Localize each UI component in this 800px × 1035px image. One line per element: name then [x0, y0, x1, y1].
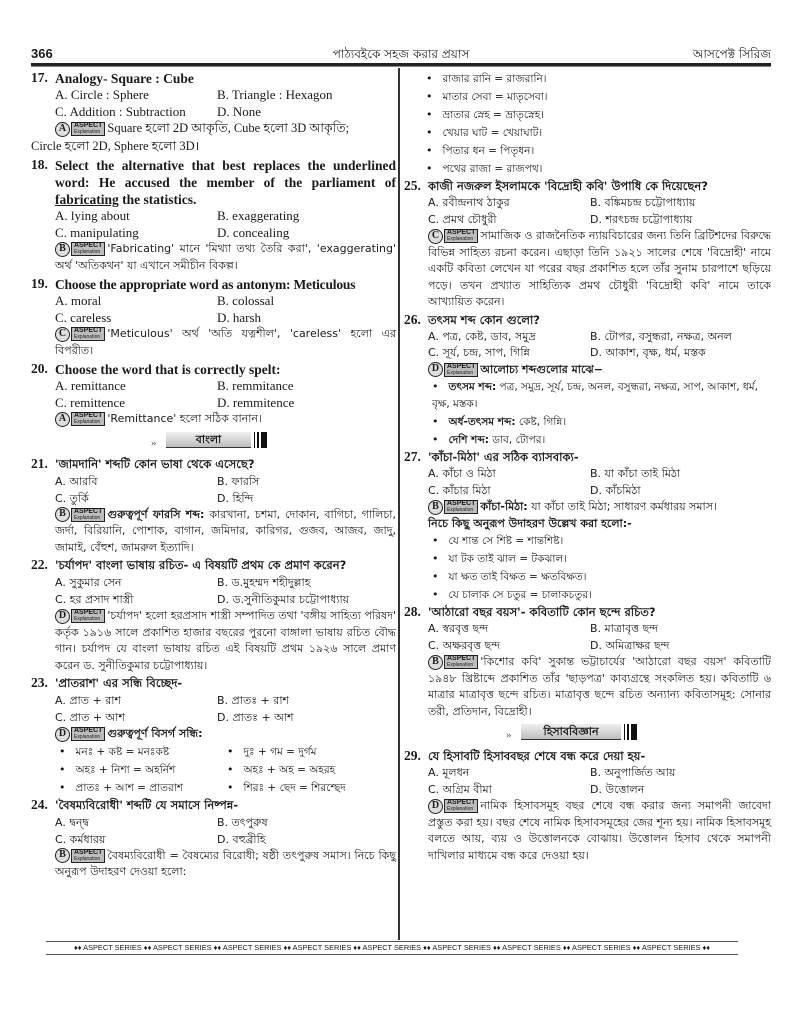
- option-a: A. স্বরবৃত্ত ছন্দ: [428, 622, 489, 635]
- option-d: D. অমিত্রাক্ষর ছন্দ: [590, 638, 670, 652]
- question-18: [31, 157, 396, 241]
- option-d: D. বহুব্রীহি: [217, 832, 266, 846]
- double-chevron-icon: »: [151, 436, 157, 449]
- option-c: C. প্রমথ চৌধুরী: [428, 212, 497, 226]
- question-19: [31, 276, 396, 326]
- answer-badge: A ASPECT Explanation: [55, 412, 105, 427]
- aspect-explanation-icon: ASPECT Explanation: [71, 242, 105, 256]
- option-c: C. অক্ষরবৃত্ত ছন্দ: [428, 638, 501, 652]
- aspect-explanation-icon: ASPECT Explanation: [71, 508, 105, 522]
- footer-banner: ♦♦ ASPECT SERIES ♦♦ ASPECT SERIES ♦♦ ASPECT SERIES ♦♦ ASPECT SERIES ♦♦ ASPECT SERIES ♦♦ ASPECT SERIES ♦♦ ASPECT SERIES ♦♦ ASPECT SERIES ♦♦ ASPECT SERIES ♦♦: [46, 941, 738, 955]
- question-number: 19.: [31, 276, 48, 291]
- explanation: [404, 654, 771, 720]
- answer-badge: D ASPECT Explanation: [55, 609, 105, 624]
- question-24: [31, 797, 396, 848]
- question-29: [404, 748, 771, 798]
- explanation-text: 'চর্যাপদ' হলো হরপ্রসাদ শাস্ত্রী সম্পাদিত তথা 'বঙ্গীয় সাহিত্য পরিষদ' কর্তৃক ১৯১৬ সালে প্রকাশিত হাজার বছরের পুরনো বাঙ্গালা ভাষায় রচিত বৌদ্ধ গান। চর্যাপদ যে বাংলা ভাষায় রচিত এই বিষয়টি প্রথম ১৯২৬ সালে প্রমাণ করেন ড. সুনীতিকুমার চট্টোপাধ্যায়।: [55, 609, 396, 672]
- aspect-explanation-icon: ASPECT Explanation: [71, 122, 105, 136]
- list-item: • দুঃ + গম = দুর্গম: [227, 743, 396, 761]
- options: [55, 208, 396, 241]
- option-b: B. colossal: [217, 293, 275, 308]
- explanation-text: বৈষম্যবিরোধী = বৈষম্যের বিরোধী; ষষ্ঠী তৎপুরুষ সমাস। নিচে কিছু অনুরূপ উদাহরণ দেওয়া হলো:: [55, 848, 396, 878]
- question-text: Select the alternative that best replaces the underlined word: He accused the member of the parliament of fabricating the statistics.: [55, 158, 396, 207]
- answer-badge: B ASPECT Explanation: [55, 848, 105, 863]
- question-number: 25.: [404, 178, 421, 193]
- question-number: 28.: [404, 604, 421, 619]
- explanation-text: যা কাঁচা তাই মিঠা; সাধারণ কর্মধারয় সমাস।: [527, 500, 717, 513]
- question-number: 24.: [31, 796, 48, 812]
- options: [55, 692, 396, 726]
- explanation: [31, 608, 396, 674]
- list-item: • পিতার ধন = পিতৃধন।: [426, 142, 771, 160]
- aspect-explanation-icon: ASPECT Explanation: [71, 327, 105, 341]
- option-d: D. ড.সুনীতিকুমার চট্টোপাধ্যায়: [217, 593, 350, 606]
- question-text: 'বৈষম্যবিরোধী' শব্দটি যে সমাসে নিষ্পন্ন-: [55, 797, 239, 812]
- aspect-explanation-icon: ASPECT Explanation: [71, 609, 105, 623]
- question-text: Analogy- Square : Cube: [55, 71, 194, 86]
- question-23: [31, 675, 396, 797]
- question-text: 'প্রাতরাশ' এর সন্ধি বিচ্ছেদ-: [55, 676, 183, 690]
- option-c: C. manipulating: [55, 224, 139, 240]
- option-b: B. মাত্রাবৃত্ত ছন্দ: [590, 622, 659, 635]
- left-column: [31, 70, 396, 881]
- option-d: D. হিন্দি: [217, 491, 254, 505]
- explanation: [31, 507, 396, 557]
- option-a: A. মূলধন: [428, 766, 470, 779]
- question-number: 23.: [31, 675, 48, 690]
- list-item: • খেয়ার ঘাট = খেয়াঘাট।: [426, 124, 771, 142]
- options: [55, 87, 396, 120]
- question-number: 17.: [31, 70, 48, 85]
- question-text: 'চর্যাপদ' বাংলা ভাষায় রচিত- এ বিষয়টি প্রথম কে প্রমাণ করেন?: [55, 558, 347, 572]
- answer-badge: [55, 122, 105, 137]
- explanation-heading: আলোচ্য শব্দগুলোর মাঝে−: [480, 362, 603, 376]
- options: [55, 574, 396, 608]
- option-c: C. কর্মধারয়: [55, 832, 106, 846]
- explanation-text: নামিক হিসাবসমূহ বছর শেষে বন্ধ করার জন্য সমাপনী জাবেদা প্রস্তুত করা হয়। বছর শেষে নামিক হিসাবসমূহের জের শূন্য হয়। নামিক হিসাবসমূহ বলতে আয়, ব্যয় ও উত্তোলনকে বোঝায়। উত্তোলন হিসাব থেকে সমাপনী দাখিলার মাধ্যমে বন্ধ করে দেওয়া হয়।: [428, 799, 771, 862]
- section-header-bangla: [31, 431, 396, 453]
- explanation: [404, 228, 771, 311]
- answer-badge: D ASPECT Explanation: [428, 799, 478, 814]
- option-d: D. None: [217, 103, 262, 119]
- options: [428, 195, 771, 228]
- options: [55, 814, 396, 848]
- option-a: A. Circle : Sphere: [55, 87, 149, 102]
- option-a: A. রবীন্দ্রনাথ ঠাকুর: [428, 196, 510, 209]
- explanation: [31, 120, 396, 155]
- page-number: 366: [31, 46, 53, 61]
- question-number: 22.: [31, 557, 48, 572]
- option-c: C. সূর্য, চন্দ্র, সাপ, গিন্নি: [428, 346, 530, 359]
- question-25: [404, 178, 771, 228]
- option-c: C. remittence: [55, 394, 126, 410]
- explanation-text: 'Meticulous' অর্থ 'অতি যত্নশীল', 'careless' হলো এর বিপরীত।: [55, 327, 396, 357]
- explanation-subheading: নিচে কিছু অনুরূপ উদাহরণ উল্লেখ করা হলো:-: [428, 516, 632, 530]
- list-item: • যে শান্ত সে শিষ্ট = শান্তশিষ্ট।: [432, 532, 771, 550]
- double-chevron-icon: »: [506, 729, 512, 741]
- options: [428, 621, 771, 654]
- option-a: A. moral: [55, 293, 102, 308]
- example-list: [404, 532, 771, 604]
- option-b: B. যা কাঁচা তাই মিঠা: [590, 467, 681, 480]
- option-a: A. lying about: [55, 208, 130, 223]
- options: [428, 765, 771, 798]
- option-d: D. উত্তোলন: [590, 782, 645, 796]
- question-text: Choose the appropriate word as antonym: Meticulous: [55, 277, 356, 292]
- word-type-list: [428, 378, 771, 449]
- options: [428, 329, 771, 362]
- bars-icon: [254, 432, 269, 448]
- option-b: B. টোপর, বসুন্ধরা, নক্ষত্র, অনল: [590, 329, 732, 343]
- section-title: হিসাববিজ্ঞান: [521, 724, 621, 740]
- explanation: [31, 848, 396, 881]
- aspect-explanation-icon: ASPECT Explanation: [71, 412, 105, 426]
- explanation-heading: গুরুত্বপূর্ণ ফারসি শব্দ:: [107, 507, 205, 521]
- aspect-explanation-icon: ASPECT Explanation: [444, 655, 478, 669]
- explanation: [428, 362, 771, 379]
- list-item: • মনঃ + কষ্ট = মনঃকষ্ট: [59, 743, 227, 761]
- series-name: আসপেক্ট সিরিজ: [692, 47, 771, 61]
- explanation-text: কারখানা, চশমা, দোকান, বাগিচা, গালিচা, জর্দা, বিরিয়ানি, পোশাক, বাগান, জমিদার, কারিগর, গুজব, আজব, জাদু, জামাই, বেঁহুশ, জামরুল ইত্যাদি।: [55, 507, 396, 554]
- options: [55, 378, 396, 411]
- aspect-explanation-icon: ASPECT Explanation: [444, 799, 478, 813]
- explanation-text: 'Remittance' হলো সঠিক বানান।: [107, 412, 262, 425]
- aspect-explanation-icon: ASPECT Explanation: [71, 727, 105, 741]
- question-text: 'কাঁচা-মিঠা' এর সঠিক ব্যাসবাক্য-: [428, 450, 579, 464]
- option-c: C. Addition : Subtraction: [55, 103, 186, 119]
- section-header-accounting: [404, 723, 771, 745]
- header-rule-thin: [31, 66, 771, 67]
- option-b: B. বঙ্কিমচন্দ্র চট্টোপাধ্যায়: [590, 196, 696, 209]
- option-d: D. harsh: [217, 309, 262, 325]
- explanation: [31, 326, 396, 359]
- explanation-text: Square হলো 2D আকৃতি, Cube হলো 3D আকৃতি;: [107, 121, 350, 135]
- explanation: [31, 241, 396, 274]
- question-text: 'আঠারো বছর বয়স'- কবিতাটি কোন ছন্দে রচিত?: [428, 605, 656, 619]
- option-b: B. ড.মুহম্মদ শহীদুল্লাহ: [217, 576, 311, 589]
- answer-badge: B ASPECT Explanation: [55, 242, 105, 257]
- question-text: যে হিসাবটি হিসাববছর শেষে বন্ধ করে দেয়া হয়-: [428, 749, 646, 763]
- option-b: B. অনুপার্জিত আয়: [590, 766, 676, 779]
- list-item: • অর্ধ-তৎসম শব্দ: কেষ্ট, গিন্নি।: [432, 413, 771, 431]
- option-b: B. Triangle : Hexagon: [217, 87, 333, 102]
- list-item: • অহঃ + নিশা = অহর্নিশ: [59, 761, 227, 779]
- options: [55, 473, 396, 507]
- question-number: 20.: [31, 361, 48, 376]
- option-d: D. remmitence: [217, 394, 295, 410]
- option-a: A. দ্বন্দ্ব: [55, 815, 89, 829]
- list-item: • শিরঃ + ছেদ = শিরশ্ছেদ: [227, 779, 396, 797]
- list-item: • ভ্রাতার স্নেহ = ভ্রাতৃস্নেহ।: [426, 106, 771, 124]
- explanation-text: সামাজিক ও রাজনৈতিক ন্যায়বিচারের জন্য তিনি ব্রিটিশদের বিরুদ্ধে বিভিন্ন সাহিত্য রচনা করেন। এছাড়া তিনি ১৯২১ সালের শেষে 'বিদ্রোহী' নামে একটি কবিতা লেখেন যা পরের বছর প্রকাশিত হলে তাঁর সুনাম চারপাশে ছড়িয়ে পড়ে। তখন প্রখ্যাত সাহিত্যিক প্রমথ চৌধুরী 'বিদ্রোহী কবি' নামে তাকে আখ্যায়িত করেন।: [428, 229, 771, 308]
- option-a: A. remittance: [55, 378, 126, 393]
- list-item: • পথের রাজা = রাজপথ।: [426, 160, 771, 178]
- explanation: [55, 411, 396, 428]
- question-text: 'জামদানি' শব্দটি কোন ভাষা থেকে এসেছে?: [55, 456, 255, 471]
- question-22: [31, 557, 396, 608]
- list-item: • রাজার রানি = রাজরানি।: [426, 70, 771, 88]
- answer-badge: B ASPECT Explanation: [55, 507, 105, 522]
- list-item: • যে চালাক সে চতুর = চালাকচতুর।: [432, 586, 771, 604]
- right-column: [404, 70, 771, 864]
- question-text: Choose the word that is correctly spelt:: [55, 362, 281, 377]
- option-b: B. প্রাতঃ + রাশ: [217, 694, 290, 707]
- option-c: C. প্রাত + আশ: [55, 711, 125, 724]
- option-c: C. তুর্কি: [55, 491, 89, 505]
- sandhi-list: [55, 743, 396, 797]
- answer-badge: B ASPECT Explanation: [428, 500, 478, 515]
- option-b: B. remmitance: [217, 378, 294, 393]
- section-title: বাংলা: [166, 432, 251, 448]
- question-number: 18.: [31, 157, 48, 172]
- explanation-text: 'কিশোর কবি' সুকান্ত ভট্টাচার্যের 'আঠারো বছর বয়স' কবিতাটি ১৯৪৮ খ্রিষ্টাব্দে প্রকাশিত তাঁর 'ছাড়পত্র' কাব্যগ্রন্থে সংকলিত হয়। কবিতাটি ৬ মাত্রার মাত্রাবৃত্ত ছন্দে রচিত। মাত্রাবৃত্ত ছন্দে রচিত অন্যান্য কবিতাসমূহ: সোনার তরী, প্রতিদান, বিদ্রোহী।: [428, 655, 771, 718]
- aspect-explanation-icon: ASPECT Explanation: [444, 363, 478, 377]
- option-a: A. পত্র, কেষ্ট, ডাব, সমুদ্র: [428, 329, 536, 343]
- answer-badge: C ASPECT Explanation: [55, 327, 105, 342]
- option-b: B. ফারসি: [217, 474, 260, 488]
- aspect-explanation-icon: ASPECT Explanation: [444, 500, 478, 514]
- explanation-text-2: Circle হলো 2D, Sphere হলো 3D।: [31, 138, 200, 153]
- example-list: [404, 70, 771, 178]
- option-d: D. আকাশ, বৃক্ষ, ধর্ম, মস্তক: [590, 346, 706, 359]
- answer-badge: D ASPECT Explanation: [428, 362, 478, 377]
- option-c: C. অগ্রিম বীমা: [428, 782, 492, 796]
- column-divider: [398, 68, 400, 940]
- option-a: A. সুকুমার সেন: [55, 576, 122, 589]
- question-20: [31, 361, 396, 428]
- option-a: A. কাঁচা ও মিঠা: [428, 467, 496, 480]
- option-b: B. তৎপুরুষ: [217, 815, 268, 829]
- header-title: পাঠ্যবইকে সহজ করার প্রয়াস: [332, 47, 470, 61]
- explanation-text: 'Fabricating' মানে 'মিথ্যা তথ্য তৈরি করা', 'exaggerating' অর্থ 'অতিকথন' যা এখানে সমীচীন বিকল্প।: [55, 242, 396, 272]
- question-text: তৎসম শব্দ কোন গুলো?: [428, 312, 540, 327]
- question-21: [31, 456, 396, 507]
- option-c: C. কাঁচার মিঠা: [428, 483, 491, 497]
- answer-badge: D ASPECT Explanation: [55, 727, 105, 742]
- list-item: • অহঃ + অহ = অহরহ: [227, 761, 396, 779]
- aspect-explanation-icon: ASPECT Explanation: [444, 229, 478, 243]
- list-item: • তৎসম শব্দ: পত্র, সমুদ্র, সূর্য, চন্দ্র, অনল, বসুন্ধরা, নক্ষত্র, সাপ, আকাশ, ধর্ম, বৃক্ষ, মস্তক।: [432, 378, 771, 413]
- option-d: D. concealing: [217, 224, 290, 240]
- list-item: • যা টক তাই ঝাল = টকঝাল।: [432, 550, 771, 568]
- option-b: B. exaggerating: [217, 208, 300, 223]
- option-c: C. careless: [55, 309, 112, 325]
- answer-badge: C ASPECT Explanation: [428, 229, 478, 244]
- aspect-explanation-icon: ASPECT Explanation: [71, 849, 105, 863]
- option-c: C. হর প্রসাদ শাস্ত্রী: [55, 593, 134, 606]
- question-number: 21.: [31, 455, 48, 471]
- question-17: [31, 70, 396, 155]
- option-d: D. কাঁচমিঠা: [590, 483, 641, 497]
- option-a: A. প্রাত + রাশ: [55, 694, 121, 707]
- option-d: D. প্রাতঃ + আশ: [217, 711, 294, 724]
- list-item: • দেশি শব্দ: ডাব, টোপর।: [432, 431, 771, 449]
- question-26: [404, 312, 771, 450]
- options: [55, 293, 396, 326]
- options: [428, 466, 771, 499]
- answer-badge: B ASPECT Explanation: [428, 655, 478, 670]
- question-27: [404, 449, 771, 499]
- question-number: 26.: [404, 311, 421, 327]
- question-text: কাজী নজরুল ইসলামকে 'বিদ্রোহী কবি' উপাধি কে দিয়েছেন?: [428, 179, 708, 193]
- answer-letter: A: [55, 122, 70, 137]
- question-number: 29.: [404, 748, 421, 763]
- page-header: [31, 44, 771, 64]
- explanation-heading: গুরুত্বপূর্ণ বিসর্গ সন্ধি:: [107, 727, 203, 740]
- underlined-word: fabricating: [55, 192, 119, 207]
- bars-icon: [624, 724, 639, 740]
- explanation: [404, 798, 771, 864]
- list-item: • প্রাতঃ + আশ = প্রাতরাশ: [59, 779, 227, 797]
- explanation-heading: কাঁচা-মিঠা:: [480, 500, 528, 513]
- explanation: [55, 726, 396, 743]
- list-item: • মাতার সেবা = মাতৃসেবা।: [426, 88, 771, 106]
- explanation: [404, 499, 771, 532]
- option-a: A. আরবি: [55, 474, 98, 488]
- question-28: [404, 604, 771, 654]
- list-item: • যা ক্ষত তাই বিক্ষত = ক্ষতবিক্ষত।: [432, 568, 771, 586]
- question-number: 27.: [404, 449, 421, 464]
- option-d: D. শরৎচন্দ্র চট্টোপাধ্যায়: [590, 212, 693, 226]
